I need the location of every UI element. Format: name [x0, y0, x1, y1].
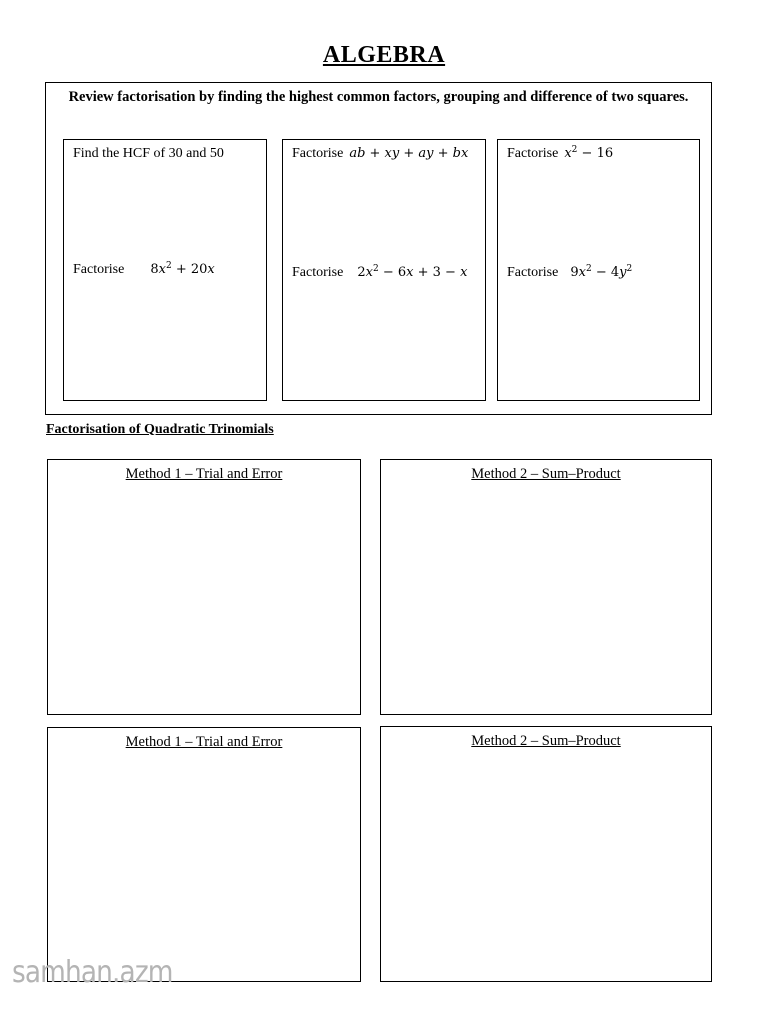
method-box-trial-error-2: [47, 727, 361, 982]
question-factorise-2x2-6x-3-x: [292, 265, 467, 281]
method-box-sum-product-2: [380, 726, 712, 982]
math-expression: $9x^2 - 4y^2$: [570, 264, 633, 280]
question-factorise-8x2-20x: [73, 262, 215, 278]
math-expression: $8x^2 + 20x$: [150, 261, 215, 277]
question-box-difference-of-squares: [497, 139, 700, 401]
question-box-hcf: [63, 139, 267, 401]
method-title: Method 2 – Sum–Product: [471, 466, 621, 482]
math-expression: ab + xy + ay + bx: [349, 146, 469, 161]
question-hcf: Find the HCF of 30 and 50: [73, 146, 224, 161]
method-title: Method 1 – Trial and Error: [125, 734, 283, 750]
method-box-sum-product-1: [380, 459, 712, 715]
question-factorise-9x2-4y2: [507, 265, 632, 281]
method-box-trial-error-1: [47, 459, 361, 715]
question-label: Factorise: [507, 265, 559, 280]
review-instruction: Review factorisation by finding the highest common factors, grouping and difference of two squares.: [68, 89, 689, 105]
question-label: Factorise: [73, 262, 125, 277]
method-title: Method 2 – Sum–Product: [471, 733, 621, 749]
question-label: Factorise: [507, 146, 559, 161]
question-box-grouping: [282, 139, 486, 401]
section-heading-quadratic-trinomials: Factorisation of Quadratic Trinomials: [46, 422, 274, 437]
page-title: ALGEBRA: [322, 42, 446, 68]
question-label: Factorise: [292, 146, 344, 161]
review-box: [45, 82, 712, 415]
question-factorise-x2-16: [507, 146, 613, 162]
math-expression: $2x^2 - 6x + 3 - x$: [357, 264, 468, 280]
math-expression: $x^2 - 16$: [564, 145, 614, 161]
method-title: Method 1 – Trial and Error: [125, 466, 283, 482]
question-label: Factorise: [292, 265, 344, 280]
watermark: samhan.azm: [12, 955, 173, 990]
question-factorise-grouping: [292, 146, 468, 162]
